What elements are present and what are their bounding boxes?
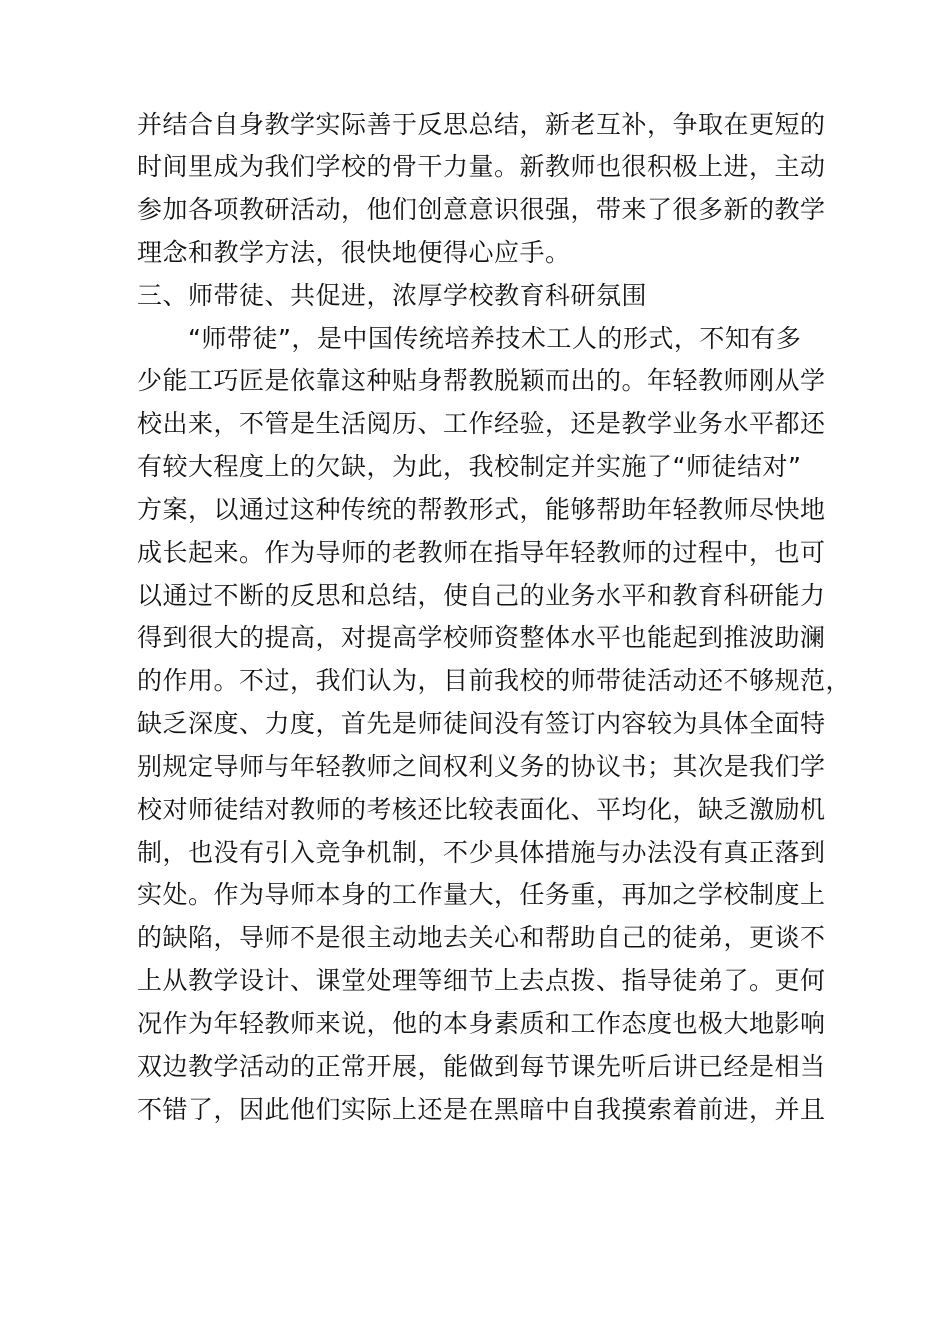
body-text-line: 别规定导师与年轻教师之间权利义务的协议书；其次是我们学 (137, 752, 826, 781)
body-text-line: 并结合自身教学实际善于反思总结，新老互补，争取在更短的 (137, 110, 826, 139)
body-text-line: 以通过不断的反思和总结，使自己的业务水平和教育科研能力 (137, 581, 826, 610)
body-text-line: 实处。作为导师本身的工作量大，任务重，再加之学校制度上 (137, 880, 826, 909)
section-heading: 三、师带徒、共促进，浓厚学校教育科研氛围 (137, 281, 648, 310)
body-text-line: 制，也没有引入竞争机制，不少具体措施与办法没有真正落到 (137, 838, 826, 867)
body-text-line: 的缺陷，导师不是很主动地去关心和帮助自己的徒弟，更谈不 (137, 923, 826, 952)
body-text-line: 缺乏深度、力度，首先是师徒间没有签订内容较为具体全面特 (137, 709, 826, 738)
body-text-line: 少能工巧匠是依靠这种贴身帮教脱颖而出的。年轻教师刚从学 (137, 366, 826, 395)
body-text-line: 不错了，因此他们实际上还是在黑暗中自我摸索着前进，并且 (137, 1095, 826, 1124)
body-text-line: 有较大程度上的欠缺，为此，我校制定并实施了“师徒结对” (137, 452, 802, 481)
body-text-line: 况作为年轻教师来说，他的本身素质和工作态度也极大地影响 (137, 1009, 826, 1038)
body-text-line: 成长起来。作为导师的老教师在指导年轻教师的过程中，也可 (137, 538, 826, 567)
body-text-line: 的作用。不过，我们认为，目前我校的师带徒活动还不够规范， (137, 666, 852, 695)
paragraph-first-line: “师带徒”，是中国传统培养技术工人的形式，不知有多 (188, 324, 802, 353)
body-text-line: 参加各项教研活动，他们创意意识很强，带来了很多新的教学 (137, 195, 826, 224)
body-text-line: 方案，以通过这种传统的帮教形式，能够帮助年轻教师尽快地 (137, 495, 826, 524)
body-text-line: 双边教学活动的正常开展，能做到每节课先听后讲已经是相当 (137, 1052, 826, 1081)
body-text-line: 理念和教学方法，很快地便得心应手。 (137, 238, 571, 267)
body-text-line: 时间里成为我们学校的骨干力量。新教师也很积极上进，主动 (137, 152, 826, 181)
body-text-line: 得到很大的提高，对提高学校师资整体水平也能起到推波助澜 (137, 623, 826, 652)
body-text-line: 校对师徒结对教师的考核还比较表面化、平均化，缺乏激励机 (137, 795, 826, 824)
body-text-line: 校出来，不管是生活阅历、工作经验，还是教学业务水平都还 (137, 409, 826, 438)
body-text-line: 上从教学设计、课堂处理等细节上去点拨、指导徒弟了。更何 (137, 966, 826, 995)
